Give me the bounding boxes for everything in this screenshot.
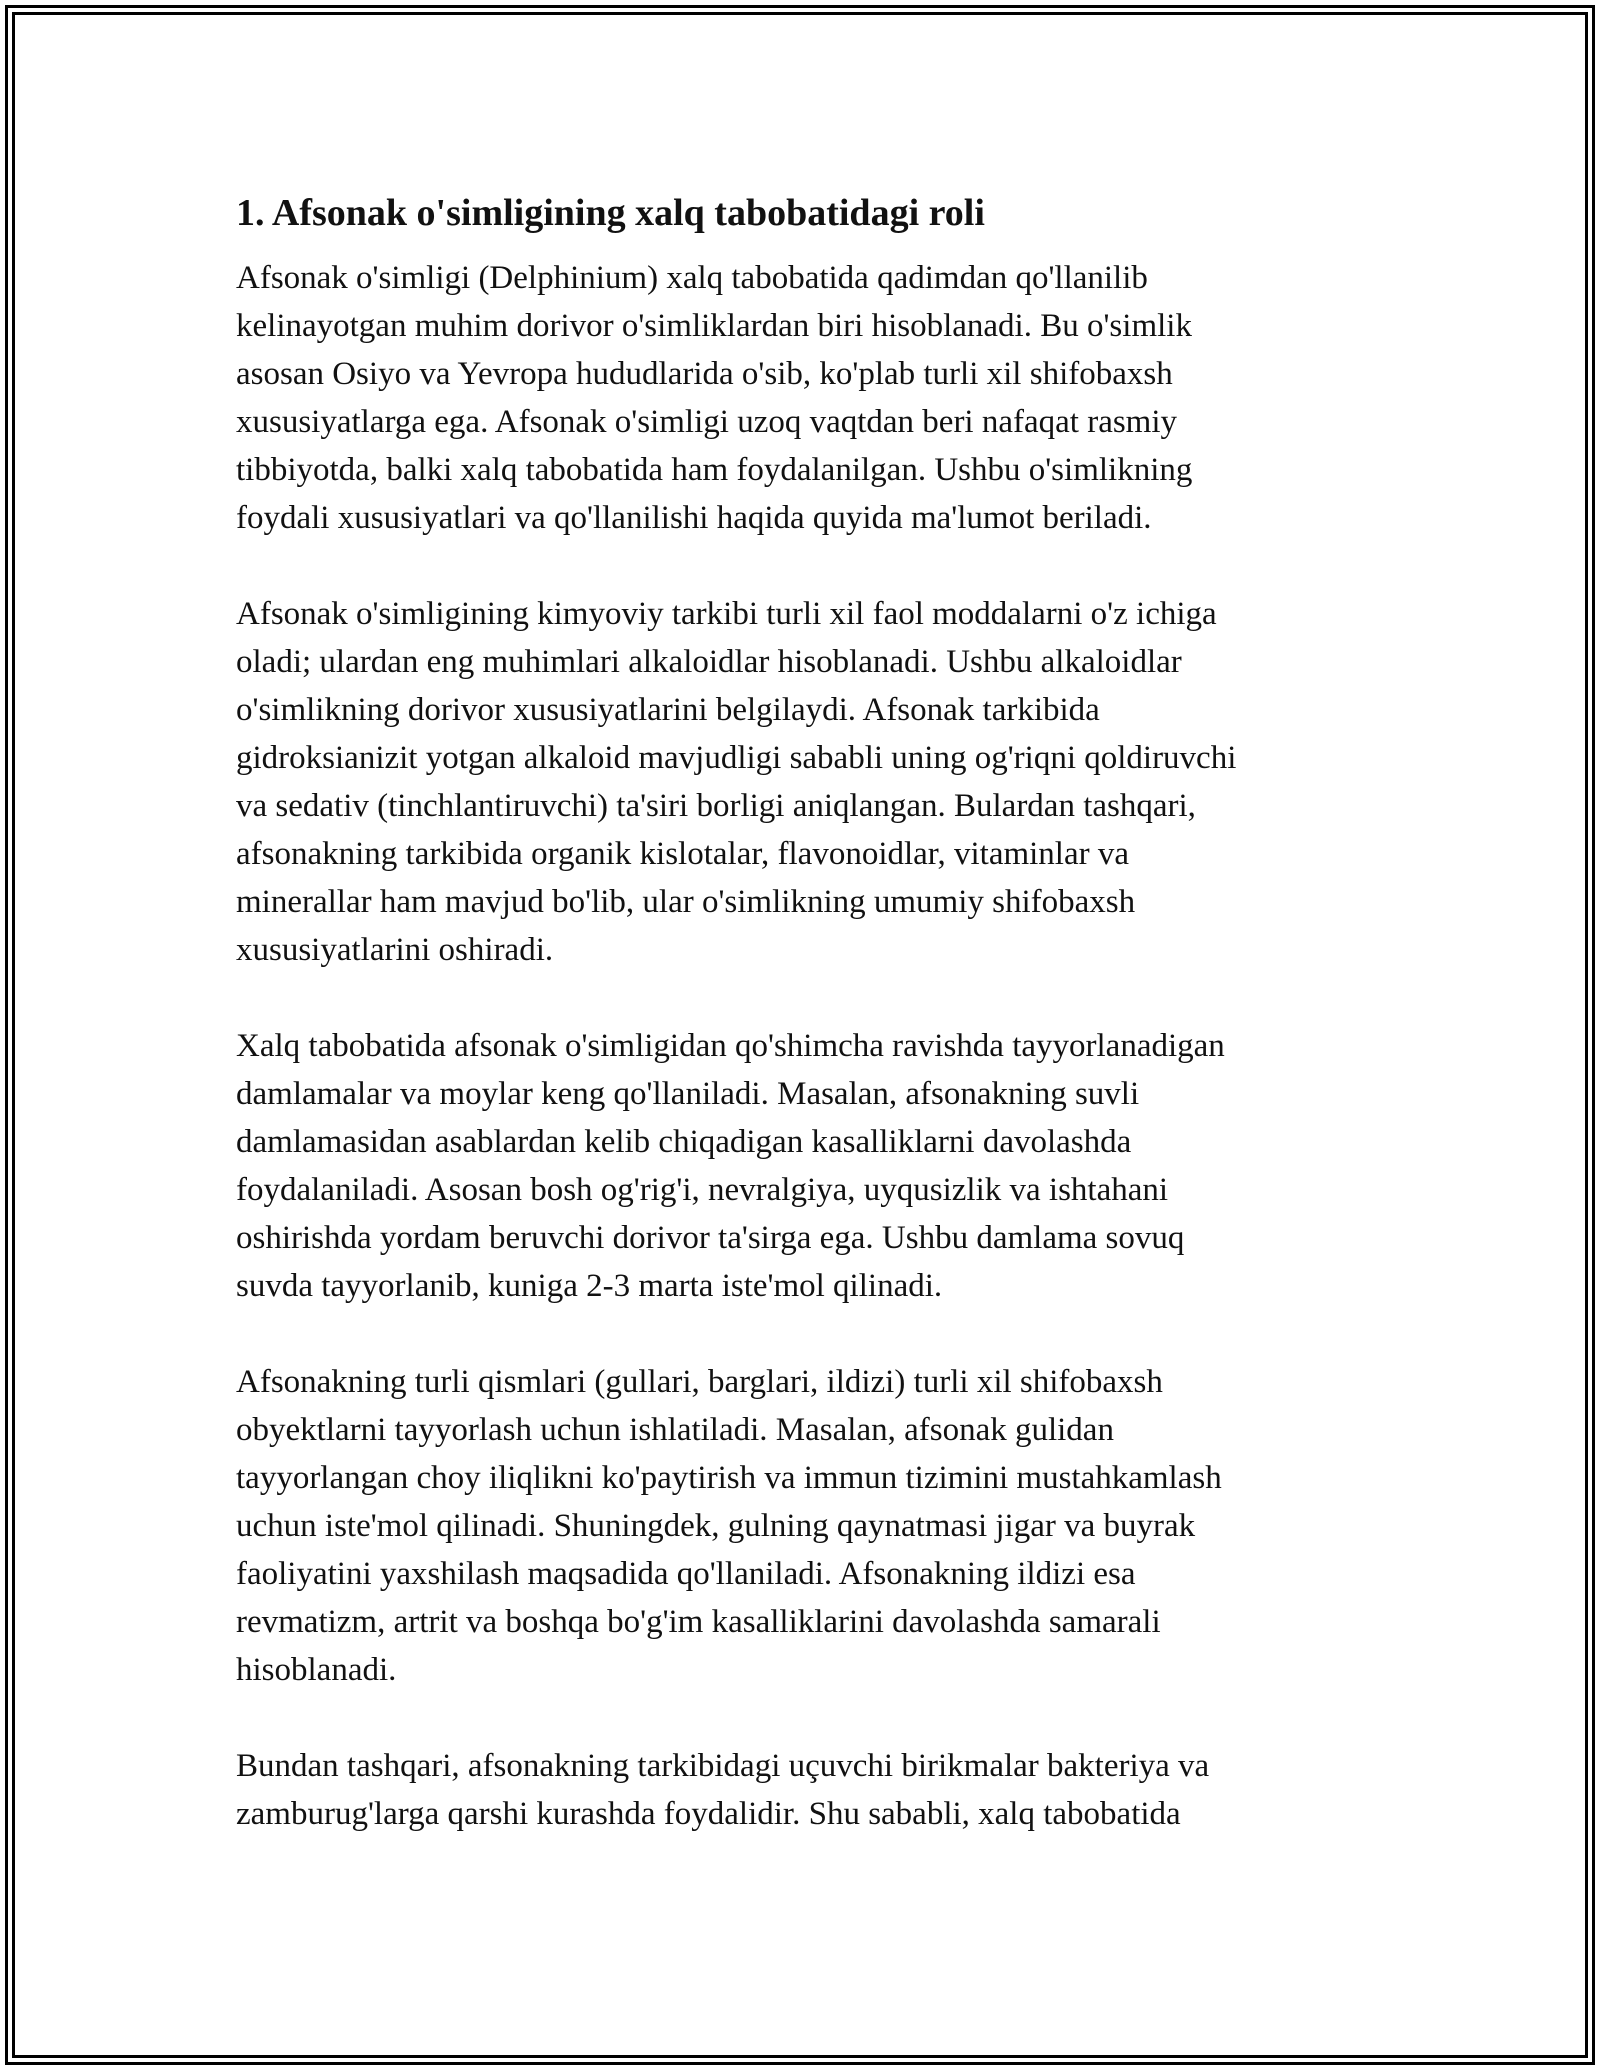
paragraph-line: gidroksianizit yotgan alkaloid mavjudligi sababli uning og'riqni qoldiruvchi xyxy=(236,740,1237,776)
paragraph-line: kelinayotgan muhim dorivor o'simliklardan biri hisoblanadi. Bu o'simlik xyxy=(236,308,1192,344)
paragraph xyxy=(236,590,1366,974)
paragraph-line: foydalaniladi. Asosan bosh og'rig'i, nevralgiya, uyqusizlik va ishtahani xyxy=(236,1172,1169,1208)
paragraph-line: Afsonak o'simligining kimyoviy tarkibi turli xil faol moddalarni o'z ichiga xyxy=(236,596,1217,632)
paragraph-line: xususiyatlarga ega. Afsonak o'simligi uzoq vaqtdan beri nafaqat rasmiy xyxy=(236,404,1178,440)
paragraph-line: tibbiyotda, balki xalq tabobatida ham foydalanilgan. Ushbu o'simlikning xyxy=(236,452,1193,488)
paragraph-line: minerallar ham mavjud bo'lib, ular o'simlikning umumiy shifobaxsh xyxy=(236,884,1136,920)
paragraph-line: Bundan tashqari, afsonakning tarkibidagi uçuvchi birikmalar bakteriya va xyxy=(236,1748,1210,1784)
paragraph-line: revmatizm, artrit va boshqa bo'g'im kasalliklarini davolashda samarali xyxy=(236,1604,1161,1640)
paragraph xyxy=(236,1358,1366,1694)
paragraph-line: damlamasidan asablardan kelib chiqadigan kasalliklarni davolashda xyxy=(236,1124,1132,1160)
paragraph-line: damlamalar va moylar keng qo'llaniladi. Masalan, afsonakning suvli xyxy=(236,1076,1140,1112)
section-heading: 1. Afsonak o'simligining xalq tabobatidagi roli xyxy=(236,192,985,234)
paragraph-line: foydali xususiyatlari va qo'llanilishi haqida quyida ma'lumot beriladi. xyxy=(236,500,1152,536)
paragraph-line: afsonakning tarkibida organik kislotalar, flavonoidlar, vitaminlar va xyxy=(236,836,1129,872)
paragraph-line: oshirishda yordam beruvchi dorivor ta'sirga ega. Ushbu damlama sovuq xyxy=(236,1220,1185,1256)
paragraph-line: Xalq tabobatida afsonak o'simligidan qo'shimcha ravishda tayyorlanadigan xyxy=(236,1028,1225,1064)
paragraph-line: Afsonakning turli qismlari (gullari, barglari, ildizi) turli xil shifobaxsh xyxy=(236,1364,1163,1400)
document-body xyxy=(236,186,1366,1886)
paragraph xyxy=(236,254,1366,542)
paragraph-line: obyektlarni tayyorlash uchun ishlatiladi. Masalan, afsonak gulidan xyxy=(236,1412,1114,1448)
paragraph-line: va sedativ (tinchlantiruvchi) ta'siri borligi aniqlangan. Bulardan tashqari, xyxy=(236,788,1196,824)
paragraph-line: suvda tayyorlanib, kuniga 2-3 marta iste'mol qilinadi. xyxy=(236,1268,943,1304)
paragraph-line: tayyorlangan choy iliqlikni ko'paytirish va immun tizimini mustahkamlash xyxy=(236,1460,1222,1496)
paragraph-line: asosan Osiyo va Yevropa hududlarida o'sib, ko'plab turli xil shifobaxsh xyxy=(236,356,1173,392)
paragraph-line: zamburug'larga qarshi kurashda foydalidir. Shu sababli, xalq tabobatida xyxy=(236,1796,1181,1832)
paragraph-line: faoliyatini yaxshilash maqsadida qo'llaniladi. Afsonakning ildizi esa xyxy=(236,1556,1136,1592)
paragraph-list xyxy=(236,254,1366,1838)
paragraph xyxy=(236,1742,1366,1838)
paragraph-line: oladi; ulardan eng muhimlari alkaloidlar hisoblanadi. Ushbu alkaloidlar xyxy=(236,644,1182,680)
paragraph-line: Afsonak o'simligi (Delphinium) xalq tabobatida qadimdan qo'llanilib xyxy=(236,260,1148,296)
paragraph-line: hisoblanadi. xyxy=(236,1652,397,1688)
paragraph xyxy=(236,1022,1366,1310)
paragraph-line: o'simlikning dorivor xususiyatlarini belgilaydi. Afsonak tarkibida xyxy=(236,692,1100,728)
paragraph-line: uchun iste'mol qilinadi. Shuningdek, gulning qaynatmasi jigar va buyrak xyxy=(236,1508,1196,1544)
paragraph-line: xususiyatlarini oshiradi. xyxy=(236,932,554,968)
